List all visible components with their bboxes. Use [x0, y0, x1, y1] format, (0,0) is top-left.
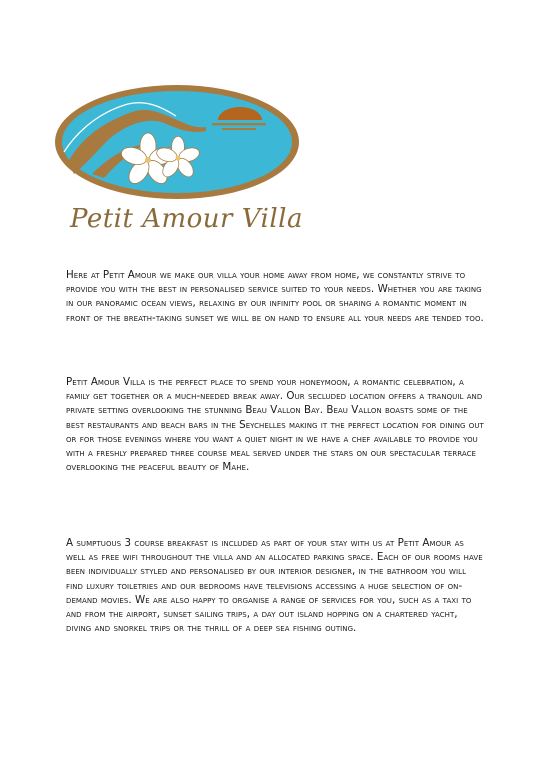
location-paragraph: Petit Amour Villa is the perfect place to spend your honeymoon, a romantic celebration, a family get together or a much-needed break away. Our secluded location offers a tranquil and private setting overlooking the stunning Beau Vallon Bay. Beau Vallon boasts some of the best restaurants and beach bars in the Seychelles making it the perfect location for dining out or for those evenings where you want a quiet night in we have a chef available to provide you with a freshly prepared three course meal served under the stars on our spectacular terrace overlooking the peaceful beauty of Mahe. [66, 376, 484, 474]
intro-paragraph: Here at Petit Amour we make our villa your home away from home, we constantly strive to provide you with the best in personalised service suited to your needs. Whether you are taking in our panoramic ocean views, relaxing by our infinity pool or sharing a romantic moment in front of the breath-taking sunset we will be on hand to ensure all your needs are tended too. [66, 269, 484, 324]
logo-emblem [52, 82, 302, 202]
sun-reflection [222, 128, 256, 130]
amenities-paragraph: A sumptuous 3 course breakfast is included as part of your stay with us at Petit Amour as well as free wifi throughout the villa and an allocated parking space. Each of our rooms have been individually styled and personalised by our interior designer, in the bathroom you will find luxury toiletries and our bedrooms have televisions accessing a huge selection of on-demand movies. We are also happy to organise a range of services for you, such as a taxi to and from the airport, sunset sailing trips, a day out island hopping on a chartered yacht, diving and snorkel trips or the thrill of a deep sea fishing outing. [66, 537, 483, 635]
villa-logo [52, 82, 302, 240]
brand-name: Petit Amour Villa [70, 204, 303, 234]
sun-reflection [212, 123, 266, 125]
